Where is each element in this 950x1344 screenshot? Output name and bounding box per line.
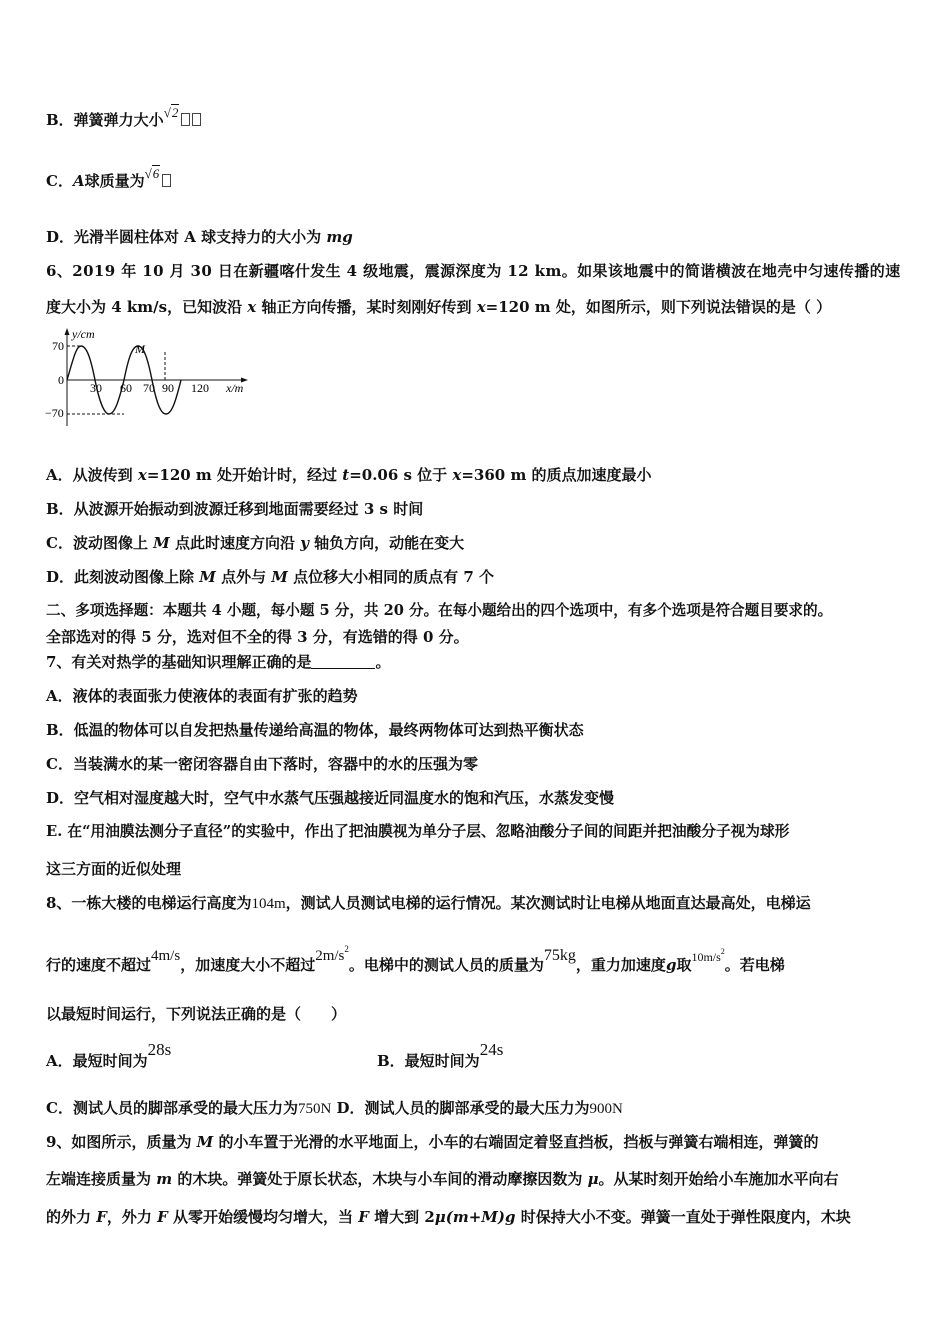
- sqrt-6: √6: [144, 166, 160, 181]
- q9-line2: 左端连接质量为 m 的木块。弹簧处于原长状态，木块与小车间的滑动摩擦因数为 μ。从某时刻开始给小车施加水平向右: [46, 1170, 839, 1188]
- q8-line2: 行的速度不超过4m/s，加速度大小不超过$2m/s^2$。电梯中的测试人员的质量为75kg，重力加速度g取$^{10m/s2}$。若电梯: [46, 944, 785, 974]
- section2-line2: 全部选对的得 5 分，选对但不全的得 3 分，有选错的得 0 分。: [46, 628, 469, 646]
- q6-option-c: C．波动图像上 M 点此时速度方向沿 y 轴负方向，动能在变大: [46, 534, 465, 552]
- answer-blank: [311, 654, 375, 669]
- option-c: C．A球质量为√6: [46, 171, 171, 192]
- option-b: B．弹簧弹力大小√2: [46, 110, 201, 131]
- y-tick-neg70: −70: [45, 406, 64, 420]
- q7-option-a: A．液体的表面张力使液体的表面有扩张的趋势: [46, 687, 358, 705]
- missing-glyph-box: [162, 174, 171, 187]
- q6-line1: 6、2019 年 10 月 30 日在新疆喀什发生 4 级地震，震源深度为 12 km。如果该地震中的简谐横波在地壳中匀速传播的速: [46, 262, 901, 280]
- x-tick-70: 70: [143, 381, 155, 395]
- y-tick-70: 70: [52, 339, 64, 353]
- q7-stem: 7、有关对热学的基础知识理解正确的是 。: [46, 653, 391, 671]
- q7-option-b: B．低温的物体可以自发把热量传递给高温的物体，最终两物体可达到热平衡状态: [46, 721, 584, 739]
- q8-option-c-d: C．测试人员的脚部承受的最大压力为750N D．测试人员的脚部承受的最大压力为900N: [46, 1099, 623, 1117]
- y-axis-label: y/cm: [72, 327, 95, 341]
- x-tick-60: 60: [120, 381, 132, 395]
- missing-glyph-box: [192, 113, 201, 126]
- x-tick-90: 90: [162, 381, 174, 395]
- y-axis-arrow: [65, 328, 70, 335]
- q9-line1: 9、如图所示，质量为 M 的小车置于光滑的水平地面上，小车的右端固定着竖直挡板，挡板与弹簧右端相连，弹簧的: [46, 1133, 819, 1151]
- q7-option-d: D．空气相对湿度越大时，空气中水蒸气压强越接近同温度水的饱和汽压，水蒸发变慢: [46, 789, 615, 807]
- q7-option-e-line1: E. 在“用油膜法测分子直径”的实验中，作出了把油膜视为单分子层、忽略油酸分子间的间距并把油酸分子视为球形: [46, 823, 790, 840]
- x-tick-120: 120: [191, 381, 209, 395]
- y-tick-0: 0: [58, 373, 64, 387]
- q8-line3: 以最短时间运行，下列说法正确的是（ ）: [46, 1005, 347, 1023]
- q8-option-a: A．最短时间为28s: [46, 1040, 172, 1070]
- q8-option-b: B．最短时间为24s: [377, 1040, 504, 1070]
- x-axis-label: x/m: [226, 381, 244, 395]
- q8-line1: 8、一栋大楼的电梯运行高度为104m，测试人员测试电梯的运行情况。某次测试时让电梯从地面直达最高处，电梯运: [46, 894, 811, 912]
- q7-option-e-line2: 这三方面的近似处理: [46, 860, 182, 878]
- sqrt-2: √2: [163, 105, 179, 120]
- section2-line1: 二、多项选择题：本题共 4 小题，每小题 5 分，共 20 分。在每小题给出的四个选项中，有多个选项是符合题目要求的。: [46, 602, 833, 619]
- q7-option-c: C．当装满水的某一密闭容器自由下落时，容器中的水的压强为零: [46, 755, 478, 773]
- q6-line2: 度大小为 4 km/s，已知波沿 x 轴正方向传播，某时刻刚好传到 x=120 m 处，如图所示，则下列说法错误的是（ ）: [46, 298, 832, 316]
- wave-graph: [38, 326, 253, 431]
- missing-glyph-box: [181, 113, 190, 126]
- x-tick-30: 30: [90, 381, 102, 395]
- q6-option-d: D．此刻波动图像上除 M 点外与 M 点位移大小相同的质点有 7 个: [46, 568, 495, 586]
- point-m-label: M: [135, 342, 145, 356]
- q9-line3: 的外力 F，外力 F 从零开始缓慢均匀增大，当 F 增大到 2μ(m+M)g 时保持大小不变。弹簧一直处于弹性限度内，木块: [46, 1208, 851, 1226]
- q6-option-b: B．从波源开始振动到波源迁移到地面需要经过 3 s 时间: [46, 500, 424, 518]
- option-d: D．光滑半圆柱体对 A 球支持力的大小为 mg: [46, 228, 353, 246]
- q6-option-a: A．从波传到 x=120 m 处开始计时，经过 t=0.06 s 位于 x=360 m 的质点加速度最小: [46, 466, 652, 484]
